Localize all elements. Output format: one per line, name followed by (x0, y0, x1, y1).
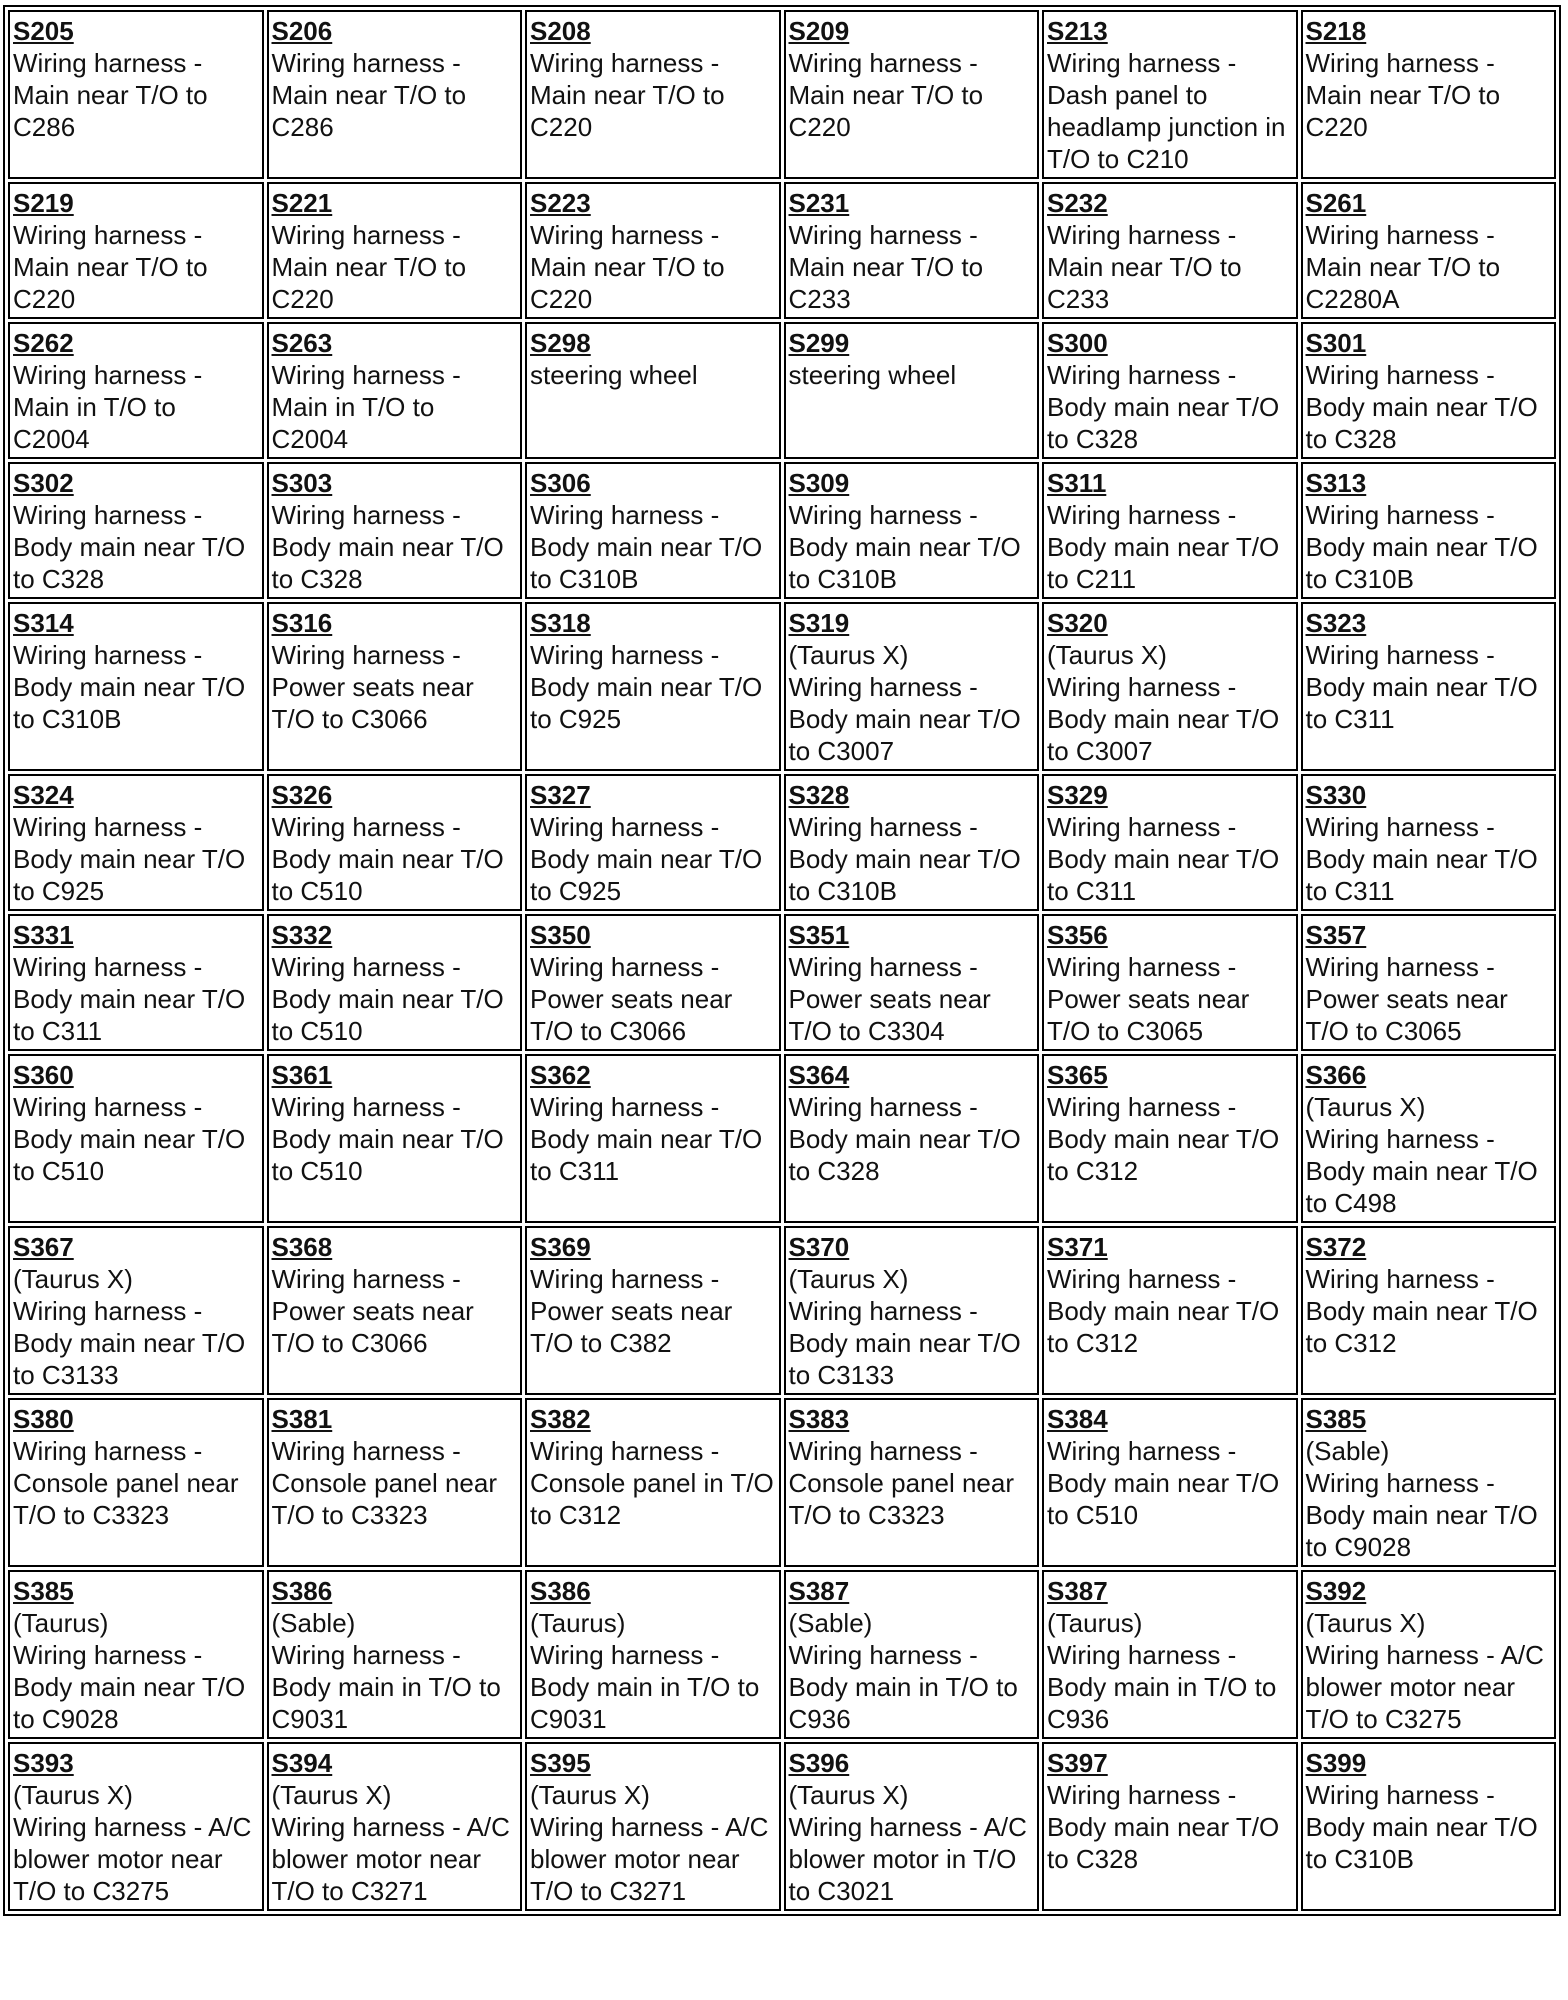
vehicle-note: (Taurus) (530, 1608, 626, 1638)
splice-cell (525, 10, 781, 179)
splice-description: Wiring harness - Body main near T/O to C328 (1047, 360, 1280, 454)
splice-description: Wiring harness - Console panel near T/O to C3323 (271, 1436, 497, 1530)
splice-description: Wiring harness - Body main in T/O to C936 (788, 1640, 1018, 1734)
splice-description: Wiring harness - Body main near T/O to C3007 (1047, 672, 1280, 766)
splice-id-link[interactable]: S223 (530, 188, 591, 218)
splice-description: Wiring harness - Body main near T/O to C328 (788, 1092, 1021, 1186)
vehicle-note: (Taurus X) (530, 1780, 650, 1810)
splice-cell (1301, 1742, 1557, 1911)
splice-cell (1042, 1742, 1298, 1911)
splice-description: Wiring harness - Power seats near T/O to C3066 (271, 640, 474, 734)
splice-id-link[interactable]: S209 (788, 16, 850, 46)
splice-id-link[interactable]: S329 (1047, 780, 1108, 810)
vehicle-note: (Taurus X) (271, 1780, 392, 1810)
splice-description: Wiring harness - Power seats near T/O to C3065 (1305, 952, 1508, 1046)
splice-description: Wiring harness - Body main near T/O to C3133 (13, 1296, 246, 1390)
splice-description: Wiring harness - Body main in T/O to C9031 (530, 1640, 760, 1734)
splice-description: Wiring harness - Power seats near T/O to C3304 (788, 952, 991, 1046)
splice-cell (267, 1742, 523, 1911)
table-row (8, 462, 1556, 599)
splice-id-link[interactable]: S380 (13, 1404, 74, 1434)
splice-description: Wiring harness - Body main near T/O to C925 (530, 640, 763, 734)
splice-id-link[interactable]: S205 (13, 16, 74, 46)
splice-cell (1042, 602, 1298, 771)
splice-id-link[interactable]: S367 (13, 1232, 74, 1262)
splice-description: Wiring harness - Dash panel to headlamp junction in T/O to C210 (1047, 48, 1286, 174)
splice-cell (8, 1054, 264, 1223)
splice-description: Wiring harness - Body main near T/O to C3007 (788, 672, 1021, 766)
splice-description: Wiring harness - Power seats near T/O to C382 (530, 1264, 733, 1358)
splice-id-link[interactable]: S330 (1305, 780, 1367, 810)
splice-cell (8, 1398, 264, 1567)
splice-cell (525, 1742, 781, 1911)
splice-cell (267, 1054, 523, 1223)
splice-id-link[interactable]: S364 (788, 1060, 850, 1090)
splice-description: Wiring harness - Main near T/O to C220 (530, 220, 725, 314)
splice-id-link[interactable]: S393 (13, 1748, 74, 1778)
splice-id-link[interactable]: S324 (13, 780, 74, 810)
splice-description: Wiring harness - Main near T/O to C220 (271, 220, 467, 314)
table-row (8, 1226, 1556, 1395)
splice-cell (1042, 1054, 1298, 1223)
splice-cell (267, 1570, 523, 1739)
splice-id-link[interactable]: S362 (530, 1060, 591, 1090)
splice-id-link[interactable]: S331 (13, 920, 74, 950)
splice-description: Wiring harness - Body main near T/O to C510 (271, 952, 504, 1046)
splice-id-link[interactable]: S361 (271, 1060, 333, 1090)
splice-id-link[interactable]: S298 (530, 328, 591, 358)
splice-cell (1042, 1570, 1298, 1739)
splice-id-link[interactable]: S385 (1305, 1404, 1367, 1434)
splice-id-link[interactable]: S371 (1047, 1232, 1108, 1262)
splice-cell (1042, 10, 1298, 179)
splice-id-link[interactable]: S372 (1305, 1232, 1367, 1262)
splice-id-link[interactable]: S306 (530, 468, 591, 498)
table-row (8, 1398, 1556, 1567)
splice-description: Wiring harness - Main near T/O to C233 (788, 220, 984, 314)
table-row (8, 10, 1556, 179)
splice-id-link[interactable]: S328 (788, 780, 850, 810)
table-row (8, 322, 1556, 459)
splice-cell (525, 914, 781, 1051)
splice-cell (267, 182, 523, 319)
splice-id-link[interactable]: S396 (788, 1748, 850, 1778)
splice-cell (1301, 1226, 1557, 1395)
splice-description: Wiring harness - A/C blower motor in T/O to C3021 (788, 1812, 1027, 1906)
splice-id-link[interactable]: S382 (530, 1404, 591, 1434)
splice-cell (267, 322, 523, 459)
splice-cell (8, 10, 264, 179)
splice-description: Wiring harness - Main in T/O to C2004 (13, 360, 203, 454)
vehicle-note: (Taurus) (1047, 1608, 1143, 1638)
splice-description: Wiring harness - Body main near T/O to C328 (13, 500, 246, 594)
splice-description: Wiring harness - Body main near T/O to C925 (13, 812, 246, 906)
vehicle-note: (Taurus X) (788, 1264, 909, 1294)
splice-cell (784, 1054, 1040, 1223)
splice-id-link[interactable]: S300 (1047, 328, 1108, 358)
splice-cell (784, 322, 1040, 459)
splice-cell (1301, 322, 1557, 459)
splice-cell (8, 602, 264, 771)
splice-cell (1301, 462, 1557, 599)
splice-cell (267, 774, 523, 911)
splice-id-link[interactable]: S303 (271, 468, 333, 498)
splice-id-link[interactable]: S385 (13, 1576, 74, 1606)
splice-description: Wiring harness - Main near T/O to C286 (271, 48, 467, 142)
splice-description: Wiring harness - Body main near T/O to C310B (530, 500, 763, 594)
splice-id-link[interactable]: S332 (271, 920, 333, 950)
splice-description: Wiring harness - Body main near T/O to C498 (1305, 1124, 1538, 1218)
splice-id-link[interactable]: S213 (1047, 16, 1108, 46)
splice-id-link[interactable]: S302 (13, 468, 74, 498)
splice-id-link[interactable]: S262 (13, 328, 74, 358)
splice-description: Wiring harness - Body main near T/O to C510 (13, 1092, 246, 1186)
splice-description: Wiring harness - Body main near T/O to C510 (271, 812, 504, 906)
splice-id-link[interactable]: S399 (1305, 1748, 1367, 1778)
splice-id-link[interactable]: S387 (788, 1576, 850, 1606)
splice-id-link[interactable]: S370 (788, 1232, 850, 1262)
splice-description: Wiring harness - Body main near T/O to C310B (788, 812, 1021, 906)
splice-cell (1042, 774, 1298, 911)
table-row (8, 914, 1556, 1051)
splice-description: Wiring harness - Main in T/O to C2004 (271, 360, 461, 454)
splice-id-link[interactable]: S365 (1047, 1060, 1108, 1090)
splice-cell (1042, 914, 1298, 1051)
splice-description: Wiring harness - Body main near T/O to C310B (13, 640, 246, 734)
splice-id-link[interactable]: S299 (788, 328, 850, 358)
splice-cell (1301, 774, 1557, 911)
splice-id-link[interactable]: S369 (530, 1232, 591, 1262)
splice-description: Wiring harness - Body main near T/O to C311 (1305, 812, 1538, 906)
splice-cell (1301, 602, 1557, 771)
splice-description: Wiring harness - Console panel in T/O to C312 (530, 1436, 774, 1530)
splice-cell (8, 1570, 264, 1739)
splice-description: Wiring harness - Body main near T/O to C328 (1047, 1780, 1280, 1874)
splice-cell (784, 774, 1040, 911)
vehicle-note: (Taurus X) (788, 640, 909, 670)
splice-description: Wiring harness - Body main near T/O to C311 (1047, 812, 1280, 906)
splice-cell (784, 914, 1040, 1051)
splice-description: Wiring harness - Console panel near T/O to C3323 (13, 1436, 239, 1530)
splice-id-link[interactable]: S320 (1047, 608, 1108, 638)
splice-description: Wiring harness - Body main near T/O to C510 (1047, 1436, 1280, 1530)
splice-cell (8, 1226, 264, 1395)
splice-cell (1042, 1226, 1298, 1395)
splice-cell (1301, 1398, 1557, 1567)
splice-description: Wiring harness - A/C blower motor near T/O to C3271 (530, 1812, 769, 1906)
splice-cell (8, 322, 264, 459)
splice-cell (525, 1054, 781, 1223)
splice-cell (267, 602, 523, 771)
table-row (8, 1570, 1556, 1739)
splice-id-link[interactable]: S313 (1305, 468, 1367, 498)
splice-cell (525, 1570, 781, 1739)
splice-cell (525, 602, 781, 771)
splice-id-link[interactable]: S386 (271, 1576, 333, 1606)
splice-cell (525, 322, 781, 459)
splice-id-link[interactable]: S263 (271, 328, 333, 358)
vehicle-note: (Sable) (788, 1608, 873, 1638)
splice-id-link[interactable]: S394 (271, 1748, 333, 1778)
splice-description: Wiring harness - Main near T/O to C220 (13, 220, 208, 314)
splice-description: Wiring harness - Main near T/O to C220 (788, 48, 984, 142)
splice-id-link[interactable]: S319 (788, 608, 850, 638)
splice-cell (525, 1398, 781, 1567)
splice-id-link[interactable]: S368 (271, 1232, 333, 1262)
splice-description: Wiring harness - Power seats near T/O to C3066 (271, 1264, 474, 1358)
splice-description: Wiring harness - Body main near T/O to C310B (1305, 1780, 1538, 1874)
splice-description: Wiring harness - Body main near T/O to C3133 (788, 1296, 1021, 1390)
vehicle-note: (Taurus X) (788, 1780, 909, 1810)
splice-cell (267, 10, 523, 179)
splice-cell (784, 182, 1040, 319)
splice-description: Wiring harness - Body main in T/O to C936 (1047, 1640, 1277, 1734)
vehicle-note: (Sable) (271, 1608, 356, 1638)
splice-description: Wiring harness - Body main near T/O to C925 (530, 812, 763, 906)
splice-cell (1042, 322, 1298, 459)
splice-location-table (3, 5, 1561, 1916)
table-row (8, 1054, 1556, 1223)
splice-description: steering wheel (530, 360, 698, 390)
splice-id-link[interactable]: S218 (1305, 16, 1367, 46)
splice-description: Wiring harness - Power seats near T/O to C3065 (1047, 952, 1250, 1046)
splice-description: Wiring harness - Body main near T/O to C9028 (13, 1640, 246, 1734)
splice-description: Wiring harness - Main near T/O to C286 (13, 48, 208, 142)
splice-cell (267, 1226, 523, 1395)
splice-id-link[interactable]: S384 (1047, 1404, 1108, 1434)
splice-cell (8, 774, 264, 911)
splice-cell (1301, 10, 1557, 179)
splice-cell (8, 462, 264, 599)
splice-id-link[interactable]: S392 (1305, 1576, 1367, 1606)
splice-id-link[interactable]: S397 (1047, 1748, 1108, 1778)
splice-id-link[interactable]: S366 (1305, 1060, 1367, 1090)
splice-id-link[interactable]: S221 (271, 188, 333, 218)
splice-cell (267, 1398, 523, 1567)
splice-cell (1042, 1398, 1298, 1567)
splice-description: Wiring harness - A/C blower motor near T/O to C3271 (271, 1812, 510, 1906)
vehicle-note: (Taurus X) (1305, 1608, 1426, 1638)
splice-cell (8, 1742, 264, 1911)
splice-id-link[interactable]: S327 (530, 780, 591, 810)
splice-description: Wiring harness - Main near T/O to C233 (1047, 220, 1242, 314)
splice-id-link[interactable]: S326 (271, 780, 333, 810)
splice-id-link[interactable]: S387 (1047, 1576, 1108, 1606)
splice-description: Wiring harness - Body main near T/O to C311 (13, 952, 246, 1046)
splice-id-link[interactable]: S314 (13, 608, 74, 638)
vehicle-note: (Taurus) (13, 1608, 109, 1638)
splice-id-link[interactable]: S311 (1047, 468, 1107, 498)
splice-id-link[interactable]: S357 (1305, 920, 1367, 950)
splice-cell (784, 1570, 1040, 1739)
vehicle-note: (Taurus X) (13, 1264, 133, 1294)
splice-id-link[interactable]: S383 (788, 1404, 850, 1434)
splice-id-link[interactable]: S301 (1305, 328, 1367, 358)
splice-id-link[interactable]: S232 (1047, 188, 1108, 218)
splice-description: Wiring harness - Body main near T/O to C510 (271, 1092, 504, 1186)
splice-cell (8, 914, 264, 1051)
splice-id-link[interactable]: S318 (530, 608, 591, 638)
splice-cell (1301, 1054, 1557, 1223)
splice-description: Wiring harness - Body main near T/O to C328 (271, 500, 504, 594)
splice-id-link[interactable]: S231 (788, 188, 850, 218)
splice-id-link[interactable]: S316 (271, 608, 333, 638)
splice-description: Wiring harness - Body main near T/O to C9028 (1305, 1468, 1538, 1562)
splice-cell (1042, 462, 1298, 599)
splice-cell (1301, 182, 1557, 319)
splice-id-link[interactable]: S395 (530, 1748, 591, 1778)
splice-cell (784, 1742, 1040, 1911)
splice-description: Wiring harness - Body main near T/O to C311 (1305, 640, 1538, 734)
splice-id-link[interactable]: S208 (530, 16, 591, 46)
splice-description: Wiring harness - Main near T/O to C220 (530, 48, 725, 142)
splice-description: Wiring harness - Body main near T/O to C312 (1305, 1264, 1538, 1358)
splice-description: Wiring harness - Main near T/O to C220 (1305, 48, 1501, 142)
table-row (8, 182, 1556, 319)
splice-cell (525, 774, 781, 911)
splice-description: Wiring harness - Body main near T/O to C328 (1305, 360, 1538, 454)
vehicle-note: (Taurus X) (13, 1780, 133, 1810)
splice-description: steering wheel (788, 360, 957, 390)
table-row (8, 602, 1556, 771)
splice-cell (525, 462, 781, 599)
splice-description: Wiring harness - Body main near T/O to C211 (1047, 500, 1280, 594)
vehicle-note: (Taurus X) (1047, 640, 1167, 670)
splice-id-link[interactable]: S261 (1305, 188, 1367, 218)
table-row (8, 774, 1556, 911)
splice-id-link[interactable]: S356 (1047, 920, 1108, 950)
splice-cell (267, 914, 523, 1051)
splice-cell (784, 10, 1040, 179)
splice-description: Wiring harness - Body main in T/O to C9031 (271, 1640, 501, 1734)
splice-id-link[interactable]: S206 (271, 16, 333, 46)
splice-table-body (8, 10, 1556, 1911)
splice-cell (1301, 1570, 1557, 1739)
splice-id-link[interactable]: S323 (1305, 608, 1367, 638)
table-row (8, 1742, 1556, 1911)
splice-description: Wiring harness - A/C blower motor near T/O to C3275 (13, 1812, 252, 1906)
splice-id-link[interactable]: S381 (271, 1404, 333, 1434)
splice-description: Wiring harness - Console panel near T/O to C3323 (788, 1436, 1014, 1530)
splice-id-link[interactable]: S309 (788, 468, 850, 498)
splice-cell (8, 182, 264, 319)
splice-id-link[interactable]: S219 (13, 188, 74, 218)
splice-id-link[interactable]: S360 (13, 1060, 74, 1090)
splice-cell (525, 1226, 781, 1395)
splice-cell (1301, 914, 1557, 1051)
splice-cell (784, 462, 1040, 599)
splice-cell (1042, 182, 1298, 319)
splice-description: Wiring harness - A/C blower motor near T/O to C3275 (1305, 1640, 1544, 1734)
splice-cell (267, 462, 523, 599)
splice-description: Wiring harness - Body main near T/O to C312 (1047, 1092, 1280, 1186)
vehicle-note: (Taurus X) (1305, 1092, 1426, 1122)
splice-description: Wiring harness - Body main near T/O to C312 (1047, 1264, 1280, 1358)
splice-cell (784, 1226, 1040, 1395)
splice-description: Wiring harness - Body main near T/O to C311 (530, 1092, 763, 1186)
splice-description: Wiring harness - Main near T/O to C2280A (1305, 220, 1501, 314)
splice-cell (784, 602, 1040, 771)
vehicle-note: (Sable) (1305, 1436, 1390, 1466)
splice-description: Wiring harness - Power seats near T/O to C3066 (530, 952, 733, 1046)
splice-id-link[interactable]: S386 (530, 1576, 591, 1606)
splice-cell (784, 1398, 1040, 1567)
splice-description: Wiring harness - Body main near T/O to C310B (788, 500, 1021, 594)
splice-id-link[interactable]: S351 (788, 920, 850, 950)
splice-id-link[interactable]: S350 (530, 920, 591, 950)
splice-cell (525, 182, 781, 319)
splice-description: Wiring harness - Body main near T/O to C310B (1305, 500, 1538, 594)
